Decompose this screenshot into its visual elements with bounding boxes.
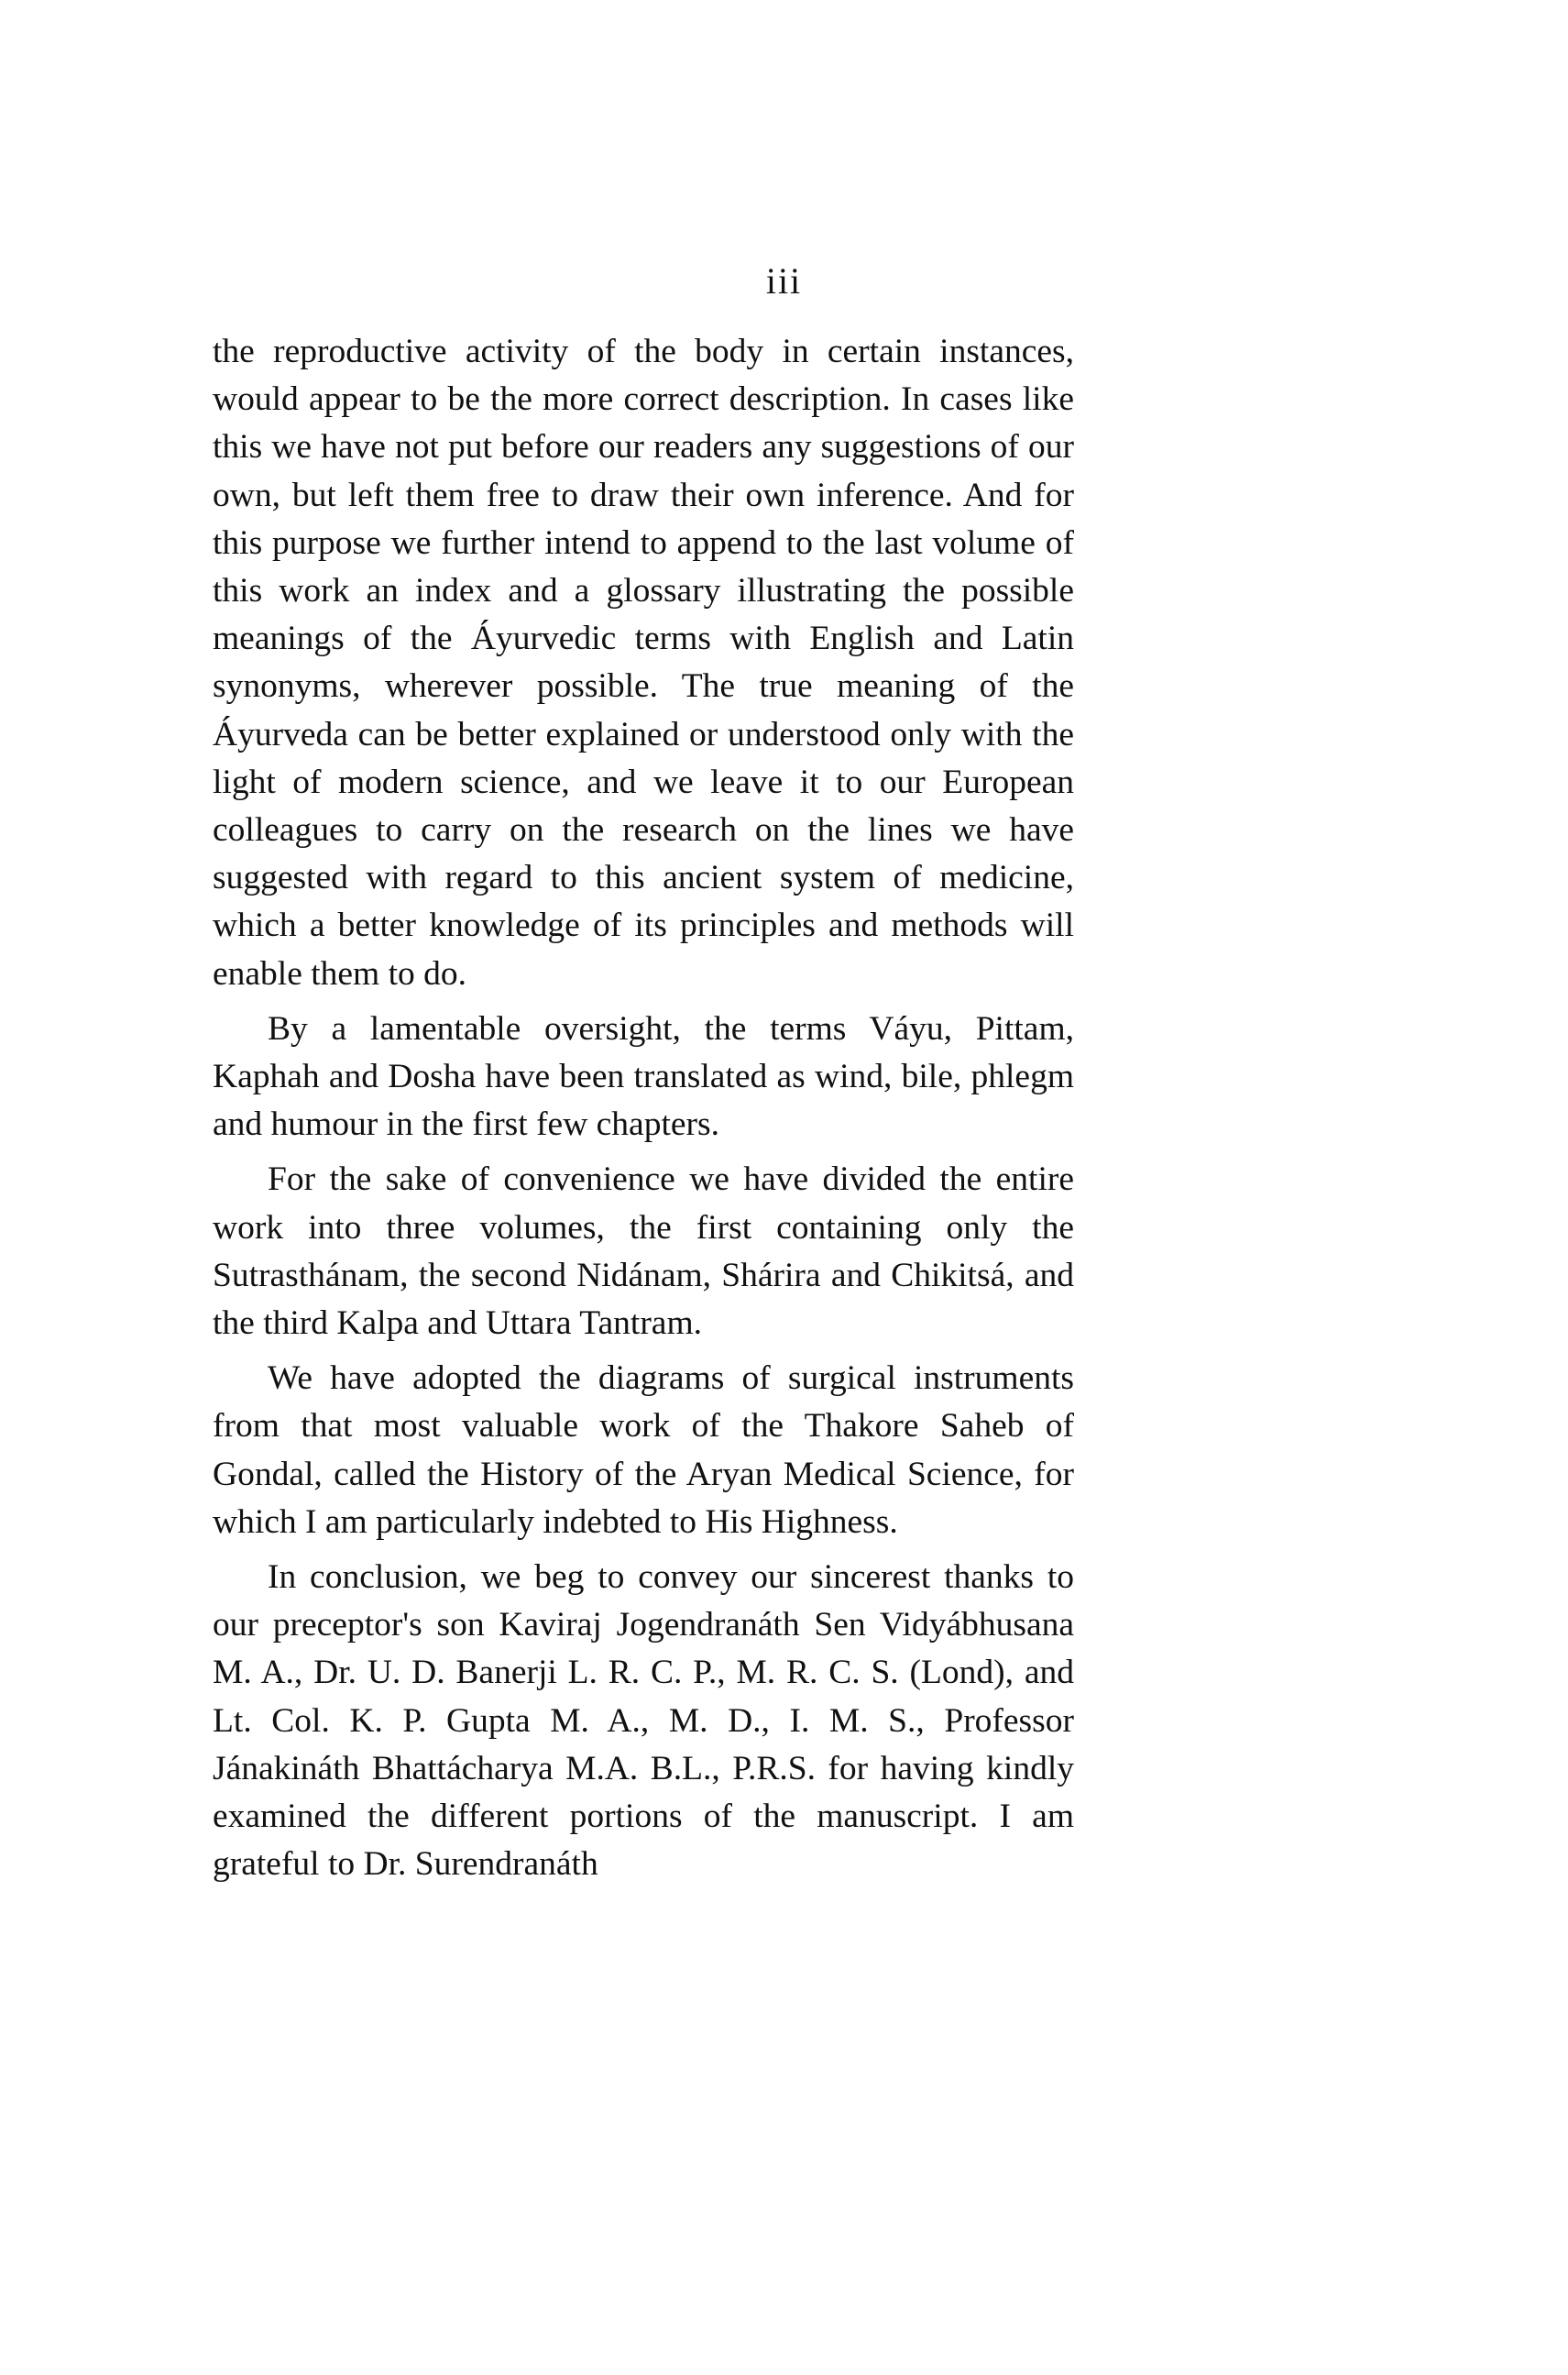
paragraph-terminology-note: By a lamentable oversight, the terms Váyu, Pittam, Kaphah and Dosha have been translated as wind, bile, phlegm and humour in the first few chapters. [213, 1009, 1074, 1144]
paragraph-volume-division: For the sake of convenience we have divided the entire work into three volumes, the first containing only the Sutrasthánam, the second Nidánam, Shárira and Chikitsá, and the third Kalpa and Uttara Tantram. [213, 1160, 1074, 1343]
paragraph-diagrams-credit: We have adopted the diagrams of surgical instruments from that most valuable work of the Thakore Saheb of Gondal, called the History of the Aryan Medical Science, for which I am particularly indebted to His Highness. [213, 1359, 1074, 1541]
page-number: iii [765, 260, 803, 302]
paragraph-acknowledgements: In conclusion, we beg to convey our sincerest thanks to our preceptor's son Kaviraj Jogendranáth Sen Vidyábhusana M. A., Dr. U. D. Banerji L. R. C. P., M. R. C. S. (Lond), and Lt. Col. K. P. Gupta M. A., M. D., I. M. S., Professor Jánakináth Bhattácharya M.A. B.L., P.R.S. for having kindly examined the different portions of the manuscript. I am grateful to Dr. Surendranáth [213, 1558, 1074, 1884]
paragraph-continuation: the reproductive activity of the body in certain instances, would appear to be the more correct description. In cases like this we have not put before our readers any suggestions of our own, but left them free to draw their own inference. And for this purpose we further intend to append to the last volume of this work an index and a glossary illustrating the possible meanings of the Áyurvedic terms with English and Latin synonyms, wherever possible. The true meaning of the Áyurveda can be better explained or understood only with the light of modern science, and we leave it to our European colleagues to carry on the research on the lines we have suggested with regard to this ancient system of medicine, which a better knowledge of its principles and methods will enable them to do. [213, 333, 1074, 993]
body-text [213, 328, 1074, 1897]
